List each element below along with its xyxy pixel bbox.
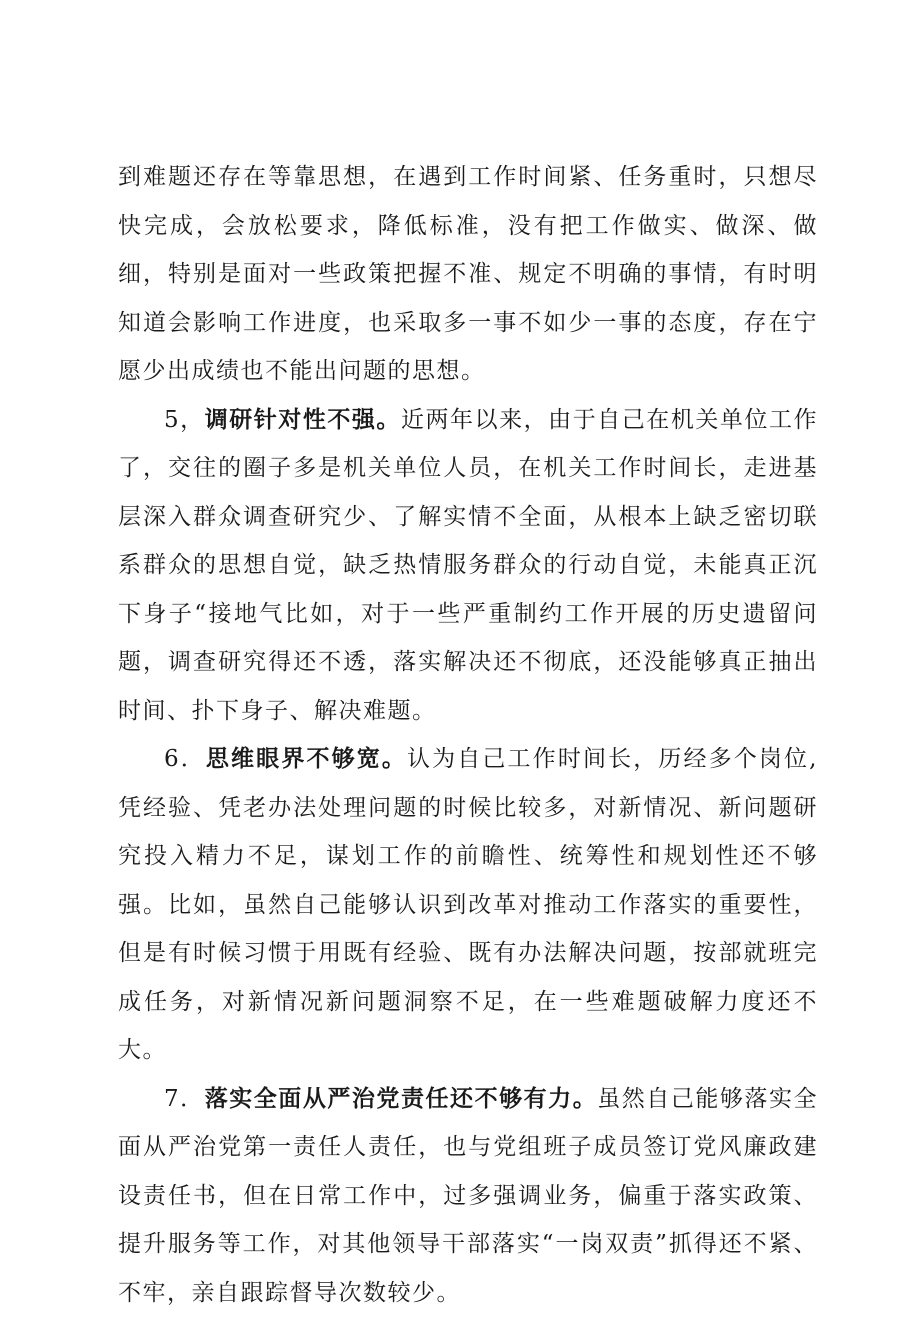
item-number: 5， bbox=[164, 407, 205, 433]
paragraph-text: 认为自己工作时间长，历经多个岗位,凭经验、凭老办法处理问题的时候比较多，对新情况、新问题研究投入精力不足，谋划工作的前瞻性、统筹性和规划性还不够强。比如，虽然自己能够认识到改革对推动工作落实的重要性，但是有时候习惯于用既有经验、既有办法解决问题，按部就班完成任务，对新情况新问题洞察不足，在一些难题破解力度还不大。 bbox=[118, 746, 818, 1063]
paragraph-item-7 bbox=[118, 1075, 818, 1317]
document-body bbox=[118, 153, 818, 1317]
paragraph-item-6 bbox=[118, 735, 818, 1075]
item-number: 7． bbox=[164, 1086, 205, 1112]
item-number: 6． bbox=[164, 746, 206, 772]
paragraph-continuation bbox=[118, 153, 818, 396]
paragraph-text: 近两年以来，由于自己在机关单位工作了，交往的圈子多是机关单位人员，在机关工作时间长，走进基层深入群众调查研究少、了解实情不全面，从根本上缺乏密切联系群众的思想自觉，缺乏热情服务群众的行动自觉，未能真正沉下身子“接地气比如，对于一些严重制约工作开展的历史遗留问题，调查研究得还不透，落实解决还不彻底，还没能够真正抽出时间、扑下身子、解决难题。 bbox=[118, 407, 818, 724]
paragraph-text: 虽然自己能够落实全面从严治党第一责任人责任，也与党组班子成员签订党风廉政建设责任书，但在日常工作中，过多强调业务，偏重于落实政策、提升服务等工作，对其他领导干部落实“一岗双责”抓得还不紧、不牢，亲自跟踪督导次数较少。 bbox=[118, 1086, 818, 1306]
paragraph-item-5 bbox=[118, 396, 818, 736]
item-heading: 调研针对性不强。 bbox=[205, 407, 401, 433]
item-heading: 思维眼界不够宽。 bbox=[206, 746, 407, 772]
item-heading: 落实全面从严治党责任还不够有力。 bbox=[205, 1086, 598, 1112]
paragraph-text: 到难题还存在等靠思想，在遇到工作时间紧、任务重时，只想尽快完成，会放松要求，降低标准，没有把工作做实、做深、做细，特别是面对一些政策把握不准、规定不明确的事情，有时明知道会影响工作进度，也采取多一事不如少一事的态度，存在宁愿少出成绩也不能出问题的思想。 bbox=[118, 164, 818, 384]
